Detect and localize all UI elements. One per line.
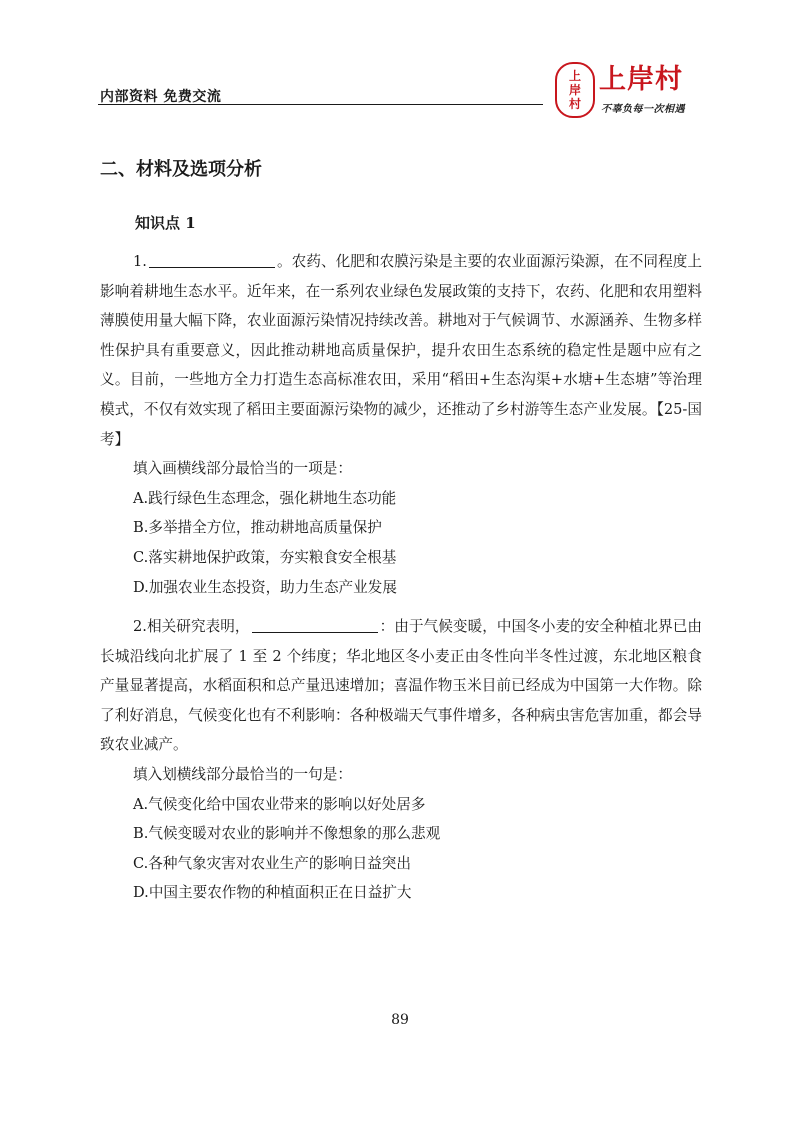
page-number: 89	[391, 1012, 409, 1028]
question-2-option-a: A.气候变化给中国农业带来的影响以好处居多	[133, 795, 426, 813]
question-2-lead: 2.相关研究表明，	[133, 618, 250, 635]
logo-seal	[555, 62, 595, 118]
question-2-option-d: D.中国主要农作物的种植面积正在日益扩大	[133, 884, 412, 902]
brand-logo	[555, 62, 705, 122]
header-left-text: 内部资料 免费交流	[100, 89, 222, 105]
question-2-option-c: C.各种气象灾害对农业生产的影响日益突出	[133, 854, 411, 872]
question-1-option-b: B.多举措全方位，推动耕地高质量保护	[133, 519, 382, 537]
logo-seal-char: 村	[568, 97, 581, 111]
section-title: 二、材料及选项分析	[100, 159, 262, 180]
question-1-option-c: C.落实耕地保护政策，夯实粮食安全根基	[133, 548, 397, 566]
question-1-number: 1.	[133, 253, 147, 270]
logo-slogan: 不辜负每一次相遇	[601, 104, 685, 115]
question-2-stem	[100, 612, 702, 760]
knowledge-point-title: 知识点 1	[135, 214, 196, 232]
logo-seal-char: 上	[568, 69, 581, 83]
question-2	[100, 612, 702, 908]
answer-blank	[149, 253, 275, 268]
question-1-prompt: 填入画横线部分最恰当的一项是：	[133, 460, 352, 478]
question-1-option-d: D.加强农业生态投资，助力生态产业发展	[133, 578, 397, 596]
question-1-stem	[100, 247, 702, 454]
question-2-option-b: B.气候变暖对农业的影响并不像想象的那么悲观	[133, 825, 441, 843]
logo-name: 上岸村	[599, 64, 683, 95]
question-1-text: 。农药、化肥和农膜污染是主要的农业面源污染源，在不同程度上影响着耕地生态水平。近年来，在一系列农业绿色发展政策的支持下，农药、化肥和农用塑料薄膜使用量大幅下降，农业面源污染情况持续改善。耕地对于气候调节、水源涵养、生物多样性保护具有重要意义，因此推动耕地高质量保护，提升农田生态系统的稳定性是题中应有之义。目前，一些地方全力打造生态高标准农田，采用“稻田+生态沟渠+水塘+生态塘”等治理模式，不仅有效实现了稻田主要面源污染物的减少，还推动了乡村游等生态产业发展。【25-国考】	[100, 253, 702, 448]
question-2-prompt: 填入划横线部分最恰当的一句是：	[133, 765, 352, 783]
answer-blank	[252, 618, 378, 633]
question-1-option-a: A.践行绿色生态理念，强化耕地生态功能	[133, 489, 397, 507]
header-divider	[98, 104, 543, 105]
question-2-text: ：由于气候变暖，中国冬小麦的安全种植北界已由长城沿线向北扩展了 1 至 2 个纬度；华北地区冬小麦正由冬性向半冬性过渡，东北地区粮食产量显著提高，水稻面积和总产量迅速增加；喜温作物玉米目前已经成为中国第一大作物。除了利好消息，气候变化也有不利影响：各种极端天气事件增多，各种病虫害危害加重，都会导致农业减产。	[100, 618, 702, 754]
logo-seal-char: 岸	[568, 83, 581, 97]
question-1	[100, 247, 702, 602]
